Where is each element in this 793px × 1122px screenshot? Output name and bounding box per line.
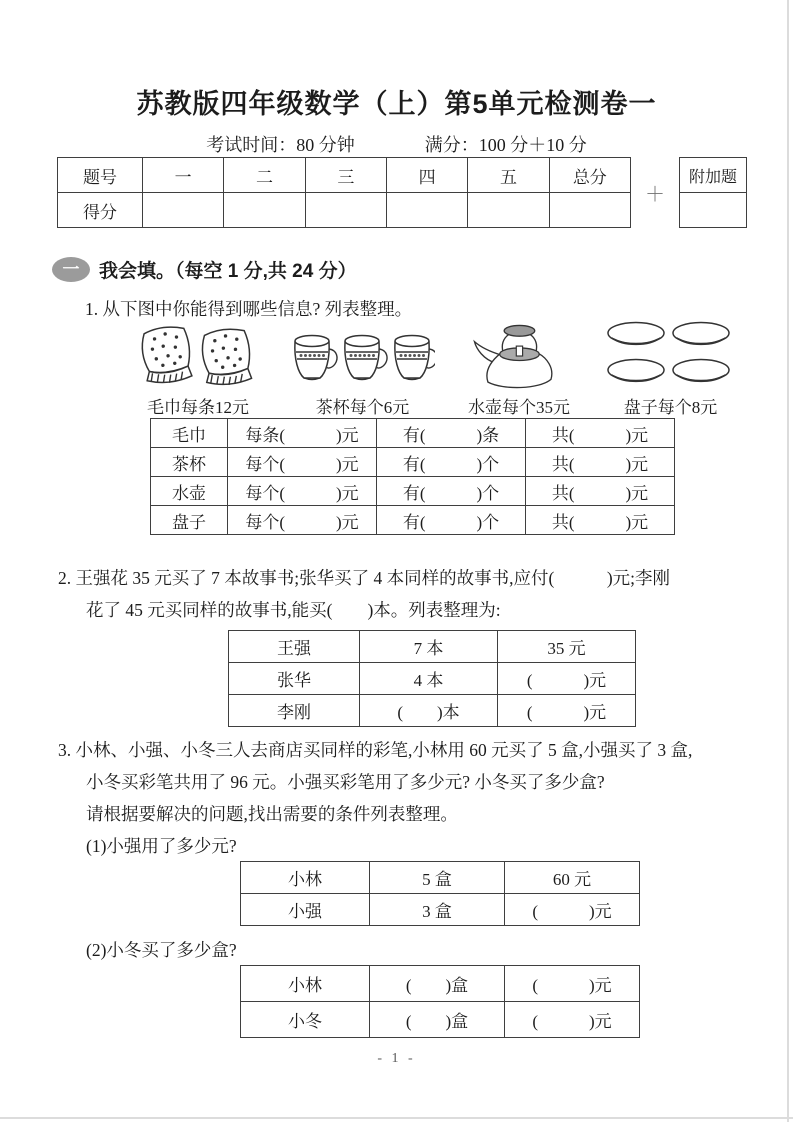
score-col: 三	[305, 158, 386, 193]
q2-cell: 王强	[229, 631, 360, 663]
q1-cell: 共( )元	[526, 419, 675, 448]
page-number: - 1 -	[377, 1051, 416, 1066]
q3a-cell: 小林	[241, 862, 370, 894]
q1-cell: 有( )个	[377, 477, 526, 506]
q1-cell: 有( )个	[377, 448, 526, 477]
score-label-cell: 题号	[58, 158, 143, 193]
score-col-total: 总分	[549, 158, 630, 193]
plus-sign: ＋	[645, 184, 665, 206]
q2-cell: ( )元	[498, 663, 636, 695]
q3-text-line3: 请根据要解决的问题,找出需要的条件列表整理。	[86, 804, 458, 824]
q1-cell: 茶杯	[151, 448, 228, 477]
q3b-cell: ( )盒	[370, 1002, 505, 1038]
score-table	[57, 157, 631, 228]
scan-edge-bottom	[0, 1117, 793, 1119]
score-empty-cell	[386, 193, 467, 228]
q3b-cell: ( )元	[505, 1002, 640, 1038]
q1-cell: 每个( )元	[228, 506, 377, 535]
q1-cell: 共( )元	[526, 506, 675, 535]
cups-icon	[290, 320, 435, 392]
q3-sub1-table	[240, 861, 640, 926]
scan-edge-right	[787, 0, 789, 1122]
q2-text-line1: 2. 王强花 35 元买了 7 本故事书;张华买了 4 本同样的故事书,应付( )元;李刚	[58, 568, 671, 588]
table-row	[241, 1002, 640, 1038]
q3-sub2-table	[240, 965, 640, 1038]
q3-sub1-label: (1)小强用了多少元?	[86, 836, 237, 856]
q2-cell: 张华	[229, 663, 360, 695]
item-kettle	[465, 320, 573, 418]
q1-cell: 共( )元	[526, 448, 675, 477]
q3a-cell: 小强	[241, 894, 370, 926]
kettle-icon	[465, 320, 573, 392]
q1-cell: 每个( )元	[228, 448, 377, 477]
q1-cell: 共( )元	[526, 477, 675, 506]
section-one-heading	[52, 256, 357, 283]
q3a-cell: 60 元	[505, 862, 640, 894]
table-row	[151, 419, 675, 448]
score-empty-cell	[305, 193, 386, 228]
q3b-cell: 小冬	[241, 1002, 370, 1038]
towels-icon	[136, 320, 260, 392]
q3a-cell: ( )元	[505, 894, 640, 926]
section-title: 我会填。（每空 1 分,共 24 分）	[99, 261, 357, 282]
table-row	[241, 966, 640, 1002]
item-caption: 茶杯每个6元	[315, 398, 410, 417]
q1-cell: 有( )条	[377, 419, 526, 448]
bonus-title-cell: 附加题	[680, 158, 747, 193]
q3b-cell: ( )元	[505, 966, 640, 1002]
q3a-cell: 5 盒	[370, 862, 505, 894]
page-title: 苏教版四年级数学（上）第5单元检测卷一	[136, 89, 657, 119]
q1-cell: 每条( )元	[228, 419, 377, 448]
table-row	[151, 448, 675, 477]
plates-icon	[603, 320, 738, 392]
bonus-score-table	[679, 157, 747, 228]
score-col: 一	[143, 158, 224, 193]
item-cups	[290, 320, 435, 418]
q2-cell: ( )本	[360, 695, 498, 727]
q3b-cell: 小林	[241, 966, 370, 1002]
q3-text-line1: 3. 小林、小强、小冬三人去商店买同样的彩笔,小林用 60 元买了 5 盒,小强买了 3 盒,	[58, 740, 693, 760]
q2-table	[228, 630, 636, 727]
score-col: 二	[224, 158, 305, 193]
q3-sub2-label: (2)小冬买了多少盒?	[86, 940, 237, 960]
item-caption: 水壶每个35元	[468, 398, 570, 417]
q1-cell: 盘子	[151, 506, 228, 535]
q1-table	[150, 418, 675, 535]
score-empty-cell	[468, 193, 549, 228]
table-row	[229, 695, 636, 727]
q1-prompt: 1. 从下图中你能得到哪些信息? 列表整理。	[85, 299, 413, 319]
q2-cell: 4 本	[360, 663, 498, 695]
q3b-cell: ( )盒	[370, 966, 505, 1002]
table-row	[241, 894, 640, 926]
q2-cell: 李刚	[229, 695, 360, 727]
q1-cell: 每个( )元	[228, 477, 377, 506]
q2-cell: 35 元	[498, 631, 636, 663]
item-caption: 毛巾每条12元	[147, 398, 249, 417]
q1-cell: 水壶	[151, 477, 228, 506]
item-towels	[136, 320, 260, 418]
score-label-cell: 得分	[58, 193, 143, 228]
table-row	[241, 862, 640, 894]
table-row	[229, 631, 636, 663]
q2-cell: ( )元	[498, 695, 636, 727]
full-score: 满分：100 分＋10 分	[424, 135, 587, 155]
table-row	[229, 663, 636, 695]
score-empty-cell	[224, 193, 305, 228]
exam-meta	[0, 131, 793, 157]
q2-cell: 7 本	[360, 631, 498, 663]
q3-text-line2: 小冬买彩笔共用了 96 元。小强买彩笔用了多少元? 小冬买了多少盒?	[86, 772, 605, 792]
q1-cell: 有( )个	[377, 506, 526, 535]
section-number-badge: 一	[52, 257, 90, 282]
exam-time: 考试时间：80 分钟	[206, 135, 355, 155]
score-col: 五	[468, 158, 549, 193]
item-plates	[603, 320, 738, 418]
table-row	[151, 477, 675, 506]
score-header-row	[58, 158, 631, 193]
table-row	[151, 506, 675, 535]
score-value-row	[58, 193, 631, 228]
q1-items-row	[136, 320, 738, 418]
score-empty-cell	[549, 193, 630, 228]
q2-text-line2: 花了 45 元买同样的故事书,能买( )本。列表整理为:	[86, 600, 501, 620]
score-area	[57, 157, 747, 228]
q1-cell: 毛巾	[151, 419, 228, 448]
bonus-empty-cell	[680, 193, 747, 228]
item-caption: 盘子每个8元	[623, 398, 718, 417]
score-empty-cell	[143, 193, 224, 228]
score-col: 四	[386, 158, 467, 193]
q3a-cell: 3 盒	[370, 894, 505, 926]
